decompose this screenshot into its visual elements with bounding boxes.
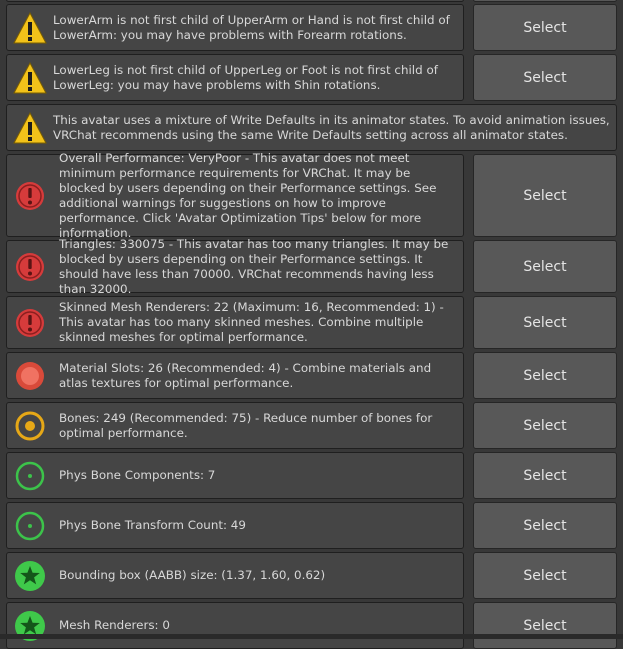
select-button[interactable]: Select — [473, 154, 617, 237]
validation-row — [6, 150, 617, 240]
medium-icon — [13, 409, 47, 443]
select-button[interactable]: Select — [473, 552, 617, 599]
validation-row — [6, 54, 617, 101]
message-box — [6, 54, 464, 101]
message-text: Material Slots: 26 (Recommended: 4) - Combine materials and atlas textures for optimal performance. — [59, 360, 432, 390]
message-box — [6, 4, 464, 51]
message-text: Phys Bone Transform Count: 49 — [59, 518, 246, 532]
message-box — [6, 104, 617, 151]
select-button[interactable]: Select — [473, 452, 617, 499]
message-text: Bounding box (AABB) size: (1.37, 1.60, 0.62) — [59, 568, 326, 582]
select-button[interactable]: Select — [473, 4, 617, 51]
message-text: This avatar uses a mixture of Write Defaults in its animator states. To avoid animation issues, VRChat recommends using the same Write Defaults setting across all animator states. — [53, 112, 610, 142]
message-box — [6, 236, 464, 296]
good-icon — [13, 509, 47, 543]
validation-row — [6, 236, 617, 296]
select-button[interactable]: Select — [473, 240, 617, 293]
very-poor-icon — [13, 306, 47, 340]
validation-row — [6, 502, 617, 549]
select-button[interactable]: Select — [473, 602, 617, 649]
message-box — [6, 502, 464, 549]
poor-icon — [13, 359, 47, 393]
message-box — [6, 296, 464, 349]
message-box — [6, 402, 464, 449]
validation-row — [6, 552, 617, 599]
message-text: Mesh Renderers: 0 — [59, 618, 170, 632]
message-box — [6, 552, 464, 599]
message-text: Overall Performance: VeryPoor - This avatar does not meet minimum performance requirements for VRChat. It may be blocked by users depending on their Performance settings. See additional warnings for suggestions on how to improve performance. Click 'Avatar Optimization Tips' below for more information. — [59, 150, 437, 240]
message-box — [6, 602, 464, 649]
message-text: Phys Bone Components: 7 — [59, 468, 216, 482]
bottom-edge — [0, 634, 623, 639]
excellent-icon — [13, 559, 47, 593]
select-button[interactable]: Select — [473, 402, 617, 449]
validation-row — [6, 402, 617, 449]
warning-icon — [13, 11, 47, 45]
validation-row — [6, 352, 617, 399]
message-text: LowerLeg is not first child of UpperLeg or Foot is not first child of LowerLeg: you may have problems with Shin rotations. — [53, 62, 438, 92]
validation-row — [6, 4, 617, 51]
warning-icon — [13, 111, 47, 145]
select-button[interactable]: Select — [473, 502, 617, 549]
message-text: LowerArm is not first child of UpperArm or Hand is not first child of LowerArm: you may have problems with Forearm rotations. — [53, 12, 450, 42]
select-button[interactable]: Select — [473, 296, 617, 349]
validation-row — [6, 452, 617, 499]
select-button[interactable]: Select — [473, 54, 617, 101]
good-icon — [13, 459, 47, 493]
very-poor-icon — [13, 250, 47, 284]
message-box — [6, 352, 464, 399]
validation-row — [6, 602, 617, 649]
message-box — [6, 150, 464, 240]
message-text: Skinned Mesh Renderers: 22 (Maximum: 16, Recommended: 1) - This avatar has too many skinned meshes. Combine multiple skinned meshes for optimal performance. — [59, 300, 444, 344]
message-text: Bones: 249 (Recommended: 75) - Reduce number of bones for optimal performance. — [59, 410, 433, 440]
message-box — [6, 452, 464, 499]
message-text: Triangles: 330075 - This avatar has too many triangles. It may be blocked by users depending on their Performance settings. It should have less than 70000. VRChat recommends having less than 32000. — [59, 236, 449, 296]
select-button[interactable]: Select — [473, 352, 617, 399]
validation-row — [6, 104, 617, 151]
very-poor-icon — [13, 179, 47, 213]
warning-icon — [13, 61, 47, 95]
validation-row — [6, 296, 617, 349]
